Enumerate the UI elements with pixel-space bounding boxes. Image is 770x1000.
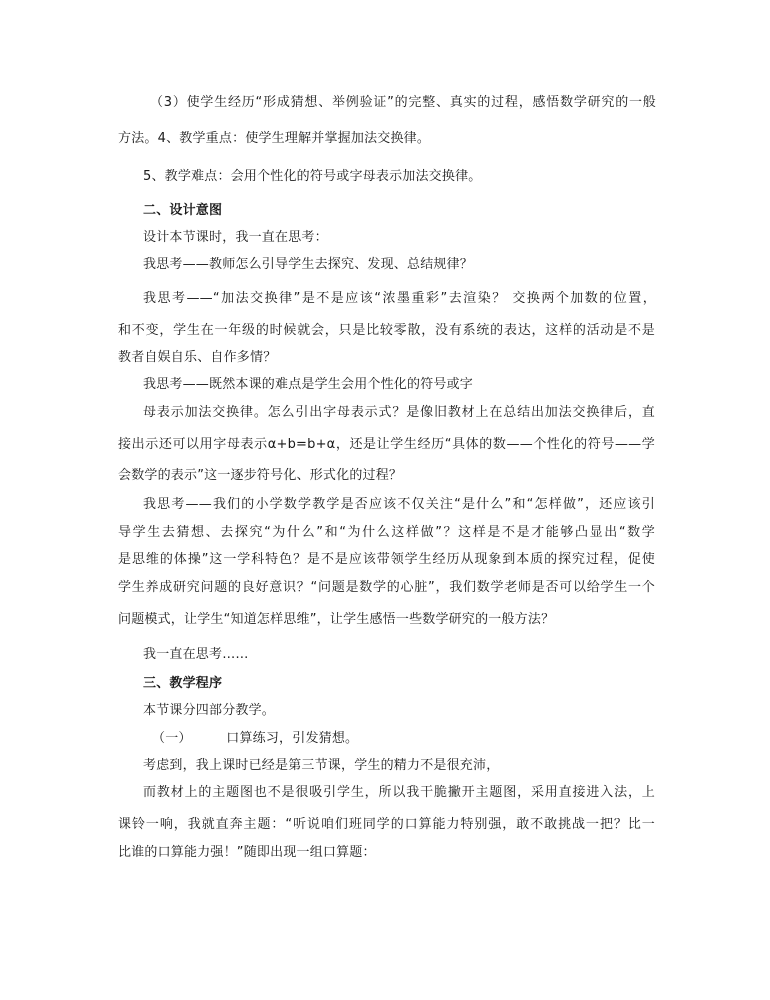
paragraph-line: 比谁的口算能力强！”随即出现一组口算题： [118, 845, 376, 860]
section-heading: 三、教学程序 [143, 676, 223, 691]
paragraph-line: 本节课分四部分教学。 [143, 703, 276, 718]
paragraph-line: 设计本节课时，我一直在思考： [143, 230, 328, 245]
paragraph-line: 我思考——教师怎么引导学生去探究、发现、总结规律？ [143, 257, 474, 272]
paragraph-line: 5、教学难点：会用个性化的符号或字母表示加法交换律。 [143, 169, 482, 184]
paragraph-line: 和不变，学生在一年级的时候就会，只是比较零散，没有系统的表达，这样的活动是不是 [118, 323, 655, 338]
paragraph-line: 方法。4、教学重点：使学生理解并掌握加法交换律。 [118, 131, 431, 146]
subsection-heading: （一） 口算练习，引发猜想。 [152, 731, 359, 746]
paragraph-line: 导学生去猜想、去探究“为什么”和“为什么这样做”？这样是不是才能够凸显出“数学 [118, 525, 655, 540]
section-heading: 二、设计意图 [143, 203, 223, 218]
paragraph-line: 我一直在思考…… [143, 647, 249, 662]
paragraph-line: 问题模式，让学生“知道怎样思维”，让学生感悟一些数学研究的一般方法？ [118, 612, 555, 627]
paragraph-line: 学生养成研究问题的良好意识？“问题是数学的心脏”，我们数学老师是否可以给学生一个 [118, 580, 655, 595]
paragraph-line: 我思考——既然本课的难点是学生会用个性化的符号或字 [143, 377, 474, 392]
paragraph-line: 教者自娱自乐、自作多情？ [118, 350, 277, 365]
paragraph-line: 考虑到，我上课时已经是第三节课，学生的精力不是很充沛， [143, 758, 500, 773]
paragraph-line: 课铃一响，我就直奔主题：“听说咱们班同学的口算能力特别强，敢不敢挑战一把？比一 [118, 817, 655, 832]
paragraph-line: 接出示还可以用字母表示α+b=b+α，还是让学生经历“具体的数——个性化的符号——学 [118, 437, 655, 452]
paragraph-line: （3）使学生经历“形成猜想、举例验证”的完整、真实的过程，感悟数学研究的一般 [150, 95, 656, 110]
paragraph-line: 而教材上的主题图也不是很吸引学生，所以我干脆撇开主题图，采用直接进入法，上 [143, 785, 655, 800]
paragraph-line: 母表示加法交换律。怎么引出字母表示式？是像旧教材上在总结出加法交换律后，直 [143, 405, 655, 420]
paragraph-line: 我思考——“加法交换律”是不是应该“浓墨重彩”去渲染？ 交换两个加数的位置， [143, 291, 656, 306]
paragraph-line: 是思维的体操”这一学科特色？是不是应该带领学生经历从现象到本质的探究过程，促使 [118, 552, 655, 567]
paragraph-line: 我思考——我们的小学数学教学是否应该不仅关注“是什么”和“怎样做”，还应该引 [143, 497, 655, 512]
paragraph-line: 会数学的表示”这一逐步符号化、形式化的过程？ [118, 468, 403, 483]
